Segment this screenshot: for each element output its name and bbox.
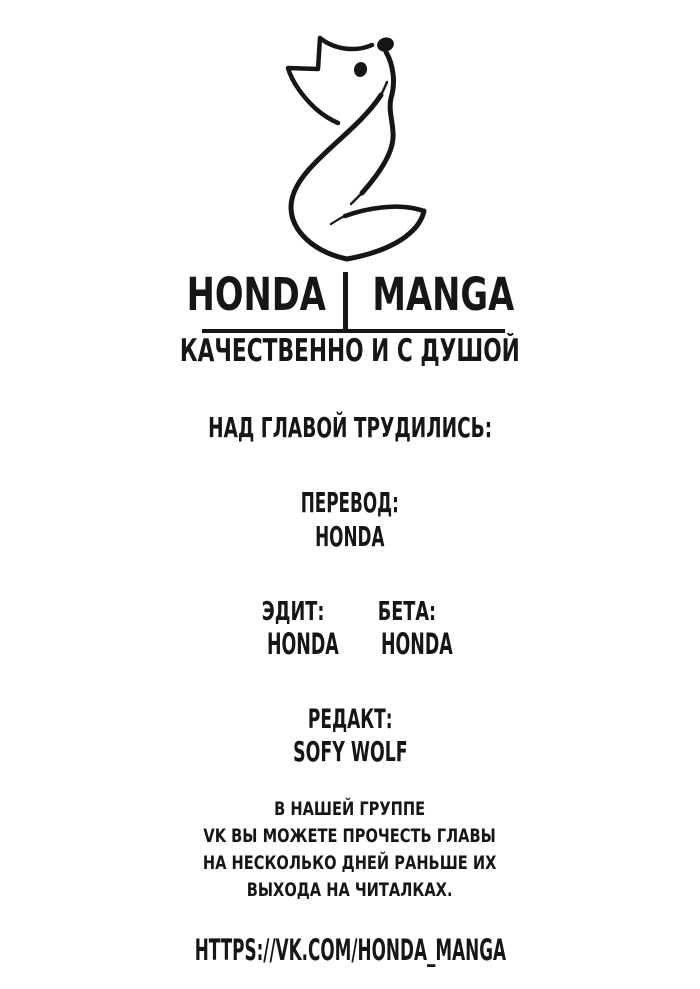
brand-title [0, 268, 700, 321]
brand-name-right: MANGA [372, 268, 514, 321]
announcement-line: НА НЕСКОЛЬКО ДНЕЙ РАНЬШЕ ИХ [203, 852, 497, 874]
credits-heading: НАД ГЛАВОЙ ТРУДИЛИСЬ: [208, 411, 492, 444]
title-separator-bar [343, 272, 348, 330]
role-label-translation: ПЕРЕВОД: [300, 486, 400, 519]
vk-group-url: HTTPS://VK.COM/HONDA_MANGA [194, 933, 506, 967]
role-name-beta: HONDA [380, 627, 453, 661]
role-label-beta: БЕТА: [377, 597, 437, 627]
announcement-line: В НАШЕЙ ГРУППЕ [274, 798, 426, 820]
role-label-redact: РЕДАКТ: [307, 704, 393, 735]
role-name-edit: HONDA [266, 627, 339, 661]
role-name-redact: SOFY WOLF [292, 735, 408, 768]
role-name-translation: HONDA [315, 520, 385, 553]
brand-tagline: КАЧЕСТВЕННО И С ДУШОЙ [180, 333, 520, 369]
announcement-line: ВЫХОДА НА ЧИТАЛКАХ. [247, 879, 453, 901]
fox-logo-icon [275, 25, 435, 265]
role-labels-row [0, 599, 700, 625]
role-names-row [0, 627, 700, 661]
announcement-line: VK ВЫ МОЖЕТЕ ПРОЧЕСТЬ ГЛАВЫ [203, 825, 497, 847]
brand-name-left: HONDA [186, 268, 326, 321]
role-label-edit: ЭДИТ: [261, 597, 325, 627]
vk-announcement [0, 796, 700, 904]
